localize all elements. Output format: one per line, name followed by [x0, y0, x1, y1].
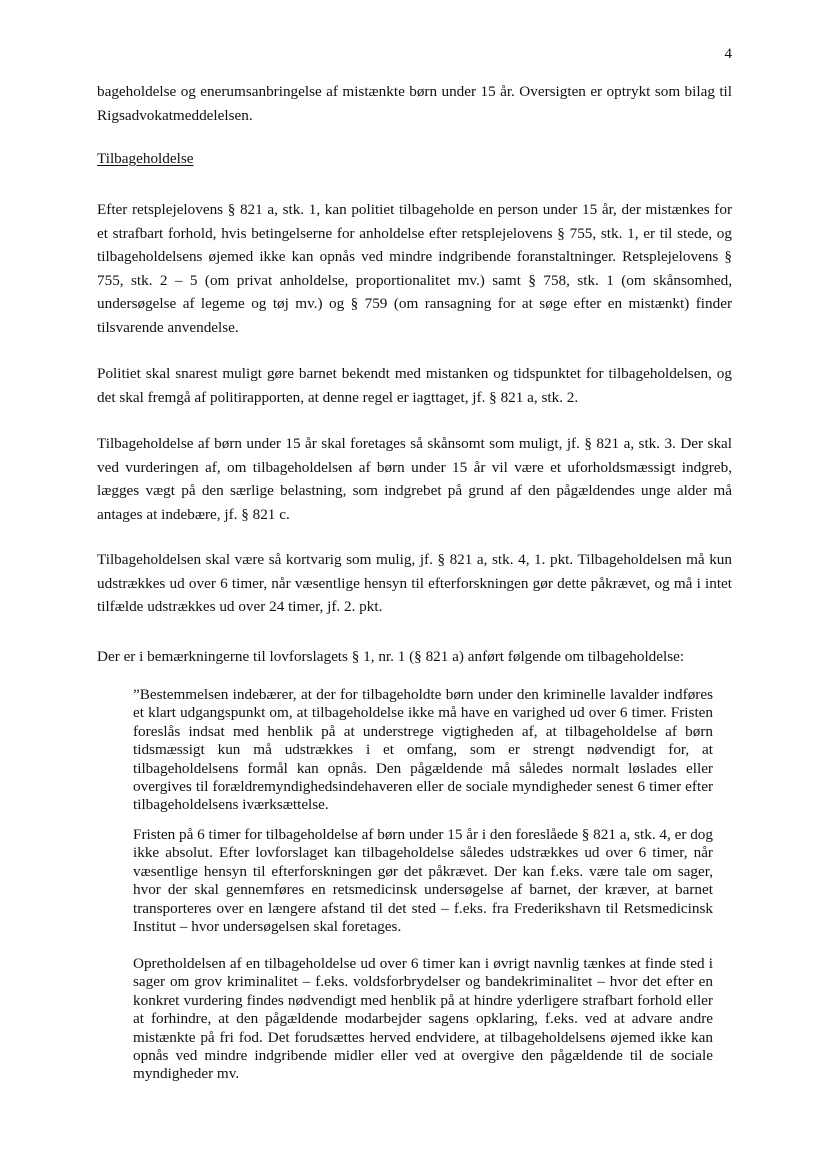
quote-paragraph-1: ”Bestemmelsen indebærer, at der for tilbageholdte børn under den kriminelle lavalder indføres et klart udgangspunkt om, at tilbageholdelse ikke må have en varighed ud over 6 timer. Fristen foreslås indsat med henblik på at understrege vigtigheden af, at tilbageholdelse af børn tidsmæssigt kun må udstrækkes i et omfang, som er strengt nødvendigt for, at tilbageholdelsens formål kan opnås. Den pågældende må således normalt løslades eller overgives til forældremyndighedsindehaveren eller de sociale myndigheder senest 6 timer efter tilbageholdelsens iværksættelse.	[133, 686, 713, 814]
paragraph-5: Der er i bemærkningerne til lovforslagets § 1, nr. 1 (§ 821 a) anført følgende om tilbageholdelse:	[97, 648, 685, 665]
quote-paragraph-3: Opretholdelsen af en tilbageholdelse ud over 6 timer kan i øvrigt navnlig tænkes at finde sted i sager om grov kriminalitet – f.eks. voldsforbrydelser og bandekriminalitet – hvor det efter en konkret vurdering findes nødvendigt med henblik på at hindre yderligere strafbart forhold eller at forhindre, at den pågældende modarbejder sagens opklaring, f.eks. ved at advare andre mistænkte på fri fod. Det forudsættes herved endvidere, at tilbageholdelsens øjemed ikke kan opnås ved mindre indgribende midler eller ved at overgive den pågældende til de sociale myndigheder mv.	[133, 955, 713, 1083]
quote-paragraph-2: Fristen på 6 timer for tilbageholdelse af børn under 15 år i den foreslåede § 821 a, stk. 4, er dog ikke absolut. Efter lovforslaget kan tilbageholdelse således udstrækkes ud over 6 timer, når væsentlige hensyn til efterforskningen gør det påkrævet. Der kan f.eks. være tale om sager, hvor der skal gennemføres en retsmedicinsk undersøgelse af barnet, der kræver, at barnet transporteres over en længere afstand til det sted – f.eks. fra Frederikshavn til Retsmedicinsk Institut – hvor undersøgelsen skal foretages.	[133, 826, 713, 936]
paragraph-3: Tilbageholdelse af børn under 15 år skal foretages så skånsomt som muligt, jf. § 821 a, stk. 3. Der skal ved vurderingen af, om tilbageholdelsen af børn under 15 år vil være et uforholdsmæssigt indgreb, lægges vægt på den særlige belastning, som indgrebet på grund af den pågældendes unge alder må antages at indebære, jf. § 821 c.	[97, 435, 732, 523]
section-heading: Tilbageholdelse	[97, 150, 194, 167]
paragraph-4: Tilbageholdelsen skal være så kortvarig som mulig, jf. § 821 a, stk. 4, 1. pkt. Tilbageholdelsen må kun udstrækkes ud over 6 timer, når væsentlige hensyn til efterforskningen gør dette påkrævet, og må i intet tilfælde udstrækkes ud over 24 timer, jf. 2. pkt.	[97, 551, 732, 616]
paragraph-2: Politiet skal snarest muligt gøre barnet bekendt med mistanken og tidspunktet for tilbageholdelsen, og det skal fremgå af politirapporten, at denne regel er iagttaget, jf. § 821 a, stk. 2.	[97, 365, 732, 406]
paragraph-intro: bageholdelse og enerumsanbringelse af mistænkte børn under 15 år. Oversigten er optrykt som bilag til Rigsadvokatmeddelelsen.	[97, 83, 732, 124]
paragraph-1: Efter retsplejelovens § 821 a, stk. 1, kan politiet tilbageholde en person under 15 år, der mistænkes for et strafbart forhold, hvis betingelserne for anholdelse efter retsplejelovens § 755, stk. 1, er til stede, og tilbageholdelsens øjemed ikke kan opnås ved mindre indgribende foranstaltninger. Retsplejelovens § 755, stk. 2 – 5 (om privat anholdelse, proportionalitet mv.) samt § 758, stk. 1 (om skånsomhed, undersøgelse af legeme og tøj mv.) og § 759 (om ransagning for at søge efter en mistænkt) finder tilsvarende anvendelse.	[97, 201, 732, 336]
page-number: 4	[724, 46, 732, 62]
